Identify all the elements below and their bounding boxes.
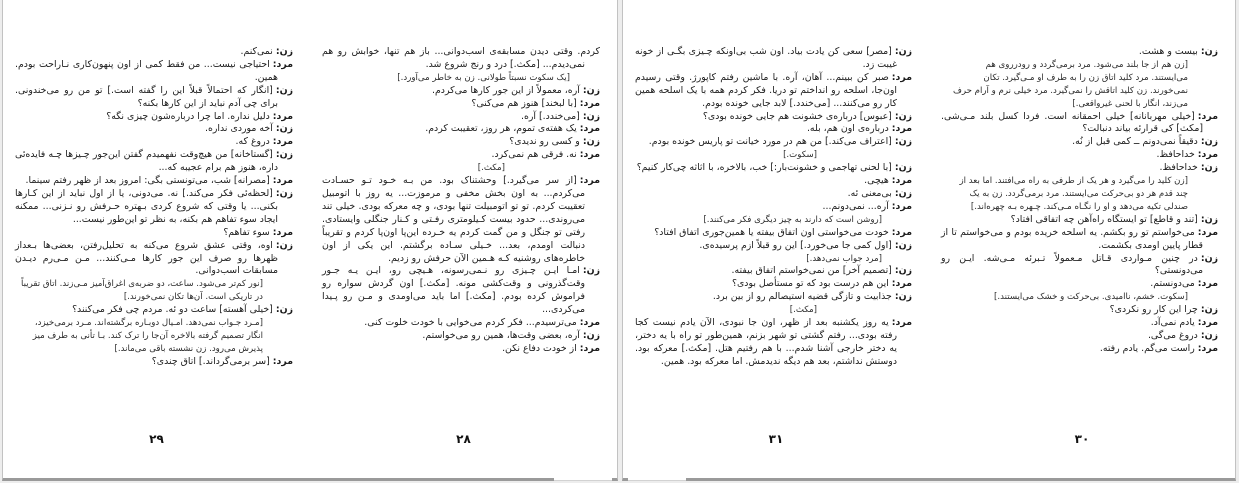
dialogue-line <box>941 214 1218 227</box>
speaker-label: مرد: <box>891 200 912 212</box>
speaker-label: زن: <box>582 84 600 96</box>
dialogue-line <box>15 111 293 124</box>
dialogue-line <box>15 240 293 279</box>
dialogue-line <box>635 291 912 304</box>
dialogue-line <box>635 265 912 278</box>
dialogue-text: [می‌خندد.] آره. <box>520 110 580 122</box>
dialogue-text: [تند و قاطع] تو ایستگاه راه‌آهن چه اتفاقی افتاد؟ <box>1010 213 1198 225</box>
dialogue-text: دروغ که. <box>235 136 270 148</box>
speaker-label: زن: <box>275 123 293 135</box>
dialogue-line <box>635 201 912 214</box>
dialogue-line <box>15 188 293 227</box>
speaker-label: زن: <box>894 162 912 174</box>
speaker-label: مرد: <box>272 226 293 238</box>
speaker-label: زن: <box>275 304 293 316</box>
speaker-label: زن: <box>582 329 600 341</box>
speaker-label: مرد: <box>1197 317 1218 329</box>
dialogue-line <box>635 317 912 369</box>
speaker-label: زن: <box>582 265 600 277</box>
dialogue-line <box>15 46 293 59</box>
page-number: ۲۸ <box>456 432 471 446</box>
speaker-label: زن: <box>275 84 293 96</box>
speaker-label: مرد: <box>1197 149 1218 161</box>
speaker-label: زن: <box>894 136 912 148</box>
dialogue-line <box>322 149 600 162</box>
stage-direction: [مکث.] <box>477 163 505 174</box>
dialogue-text: کردم. وقتی دیدن مسابقه‌ی اسب‌دوانی... باز هم تنها، خوابش رو هم نمی‌دیدم... [مکث.] درد و رنج شروع شد. <box>322 46 600 70</box>
speaker-label: مرد: <box>579 97 600 109</box>
dialogue-line <box>941 111 1218 137</box>
dialogue-line <box>941 46 1218 59</box>
dialogue-text: دقیقاً نمی‌دونم ــ کمی قبل از نُه. <box>1072 136 1198 148</box>
dialogue-line <box>15 227 293 240</box>
dialogue-text: [مصر] سعی کن یادت بیاد. اون شب بی‌اونکه چـیزی بگـی از خونه غیبت زد. <box>635 46 897 70</box>
dialogue-line <box>941 227 1218 253</box>
speaker-label: زن: <box>894 110 912 122</box>
dialogue-text: [لحظه‌ئی فکر می‌کند.] نه. می‌دونی، یا از اول نباید از این کـارها بکنی... یا وقتی که شروع کردی بـهتره حـرفش رو نـزنی... ممکنه ایجاد سوء تفاهم هم بکنه، به نظر تو این‌طور نیست... <box>15 187 278 225</box>
dialogue-line <box>322 330 600 343</box>
speaker-label: زن: <box>1200 252 1218 264</box>
dialogue-text: [اول کمی جا می‌خورد.] این رو قبلاً ازم پرسیده‌ی. <box>699 239 892 251</box>
book-page <box>929 0 1235 478</box>
continuation-text <box>322 46 600 72</box>
speaker-label: مرد: <box>579 149 600 161</box>
dialogue-line <box>15 136 293 149</box>
page-text <box>322 46 600 356</box>
dialogue-text: [با لحنی تهاجمی و خشونت‌بار:] خب، بالاخره، با اثاثه چی‌کار کنیم؟ <box>636 162 892 174</box>
dialogue-text: [با لبخند] هنوز هم می‌کنی؟ <box>471 97 577 109</box>
dialogue-text: خودت می‌خواستی اون اتفاق بیفته یا همین‌جوری اتفاق افتاد؟ <box>654 226 889 238</box>
dialogue-line <box>941 162 1218 175</box>
left-book-spread <box>2 0 618 481</box>
speaker-label: مرد: <box>579 317 600 329</box>
speaker-label: زن: <box>894 46 912 57</box>
dialogue-text: امـا ایـن چـیزی رو نـمی‌رسونه، هـیچی رو، ایـن یـه جـور وقت‌گذرونی و وقت‌کشی مونه. [مکث.] اون گردش سواره رو فراموش کرده بودم. [مکث.] اما باید می‌اومدی و مـن رو پـیدا می‌کردی... <box>322 265 585 316</box>
speaker-label: زن: <box>1200 329 1218 341</box>
stage-direction: [سکوت.] <box>783 150 817 161</box>
speaker-label: زن: <box>894 265 912 277</box>
speaker-label: مرد: <box>272 355 293 367</box>
dialogue-text: بیست و هشت. <box>1138 46 1198 57</box>
speaker-label: مرد: <box>891 278 912 290</box>
speaker-label: زن: <box>1200 304 1218 316</box>
dialogue-text: می‌ترسیدم... فکر کردم می‌خوایی با خودت خلوت کنی. <box>364 317 577 329</box>
book-page <box>3 0 310 478</box>
dialogue-text: این هم درست بود که تو مستأصل بودی؟ <box>731 278 889 290</box>
dialogue-text: از خودت دفاع نکن. <box>502 342 577 354</box>
dialogue-line <box>941 317 1218 330</box>
dialogue-text: [گستاخانه] من هیچ‌وقت نفهمیدم گفتن این‌جور چـیزها چـه فایده‌ئی داره، هنوز هم برام عجیبه که... <box>15 149 278 174</box>
dialogue-text: خداحافظ. <box>1159 162 1198 174</box>
dialogue-text: و کسی رو ندیدی؟ <box>509 136 580 148</box>
dialogue-line <box>322 85 600 98</box>
stage-direction: [مـرد جـواب نمی‌دهد. امـیال دوبـاره برگشته‌اند. مـرد برمی‌خیزد، انگار تصمیم گرفته بالاخره آن‌جا را ترک کند. بـا تأنی به طرف میز پذیرش می‌رود. زن نشسته باقی می‌ماند.] <box>32 318 263 354</box>
dialogue-line <box>635 240 912 253</box>
dialogue-line <box>635 72 912 111</box>
dialogue-line <box>941 330 1218 343</box>
speaker-label: زن: <box>1200 136 1218 148</box>
dialogue-text: دلیل نداره. اما چرا درباره‌شون چیزی نگه؟ <box>106 110 270 122</box>
dialogue-line <box>635 111 912 124</box>
speaker-label: زن: <box>894 291 912 303</box>
stage-direction: [زن کلید را می‌گیرد و هر یک از طرفی به راه می‌افتند. اما بعد از چند قدم هر دو بی‌حرکت می‌ایستند. مرد برمی‌گردد. زن به یک صندلی تکیه می‌دهد و او را نگـاه مـی‌کند. چـهره بـه چهره‌اند.] <box>959 176 1188 212</box>
dialogue-line <box>15 85 293 111</box>
dialogue-line <box>635 175 912 188</box>
page-number: ۳۰ <box>1074 432 1090 446</box>
dialogue-text: [عبوس] درباره‌ی خشونت هم جایی خونده بودی؟ <box>702 110 892 122</box>
speaker-label: زن: <box>1200 162 1218 174</box>
dialogue-text: یه روز یکشنبه بعد از ظهر، اون جا نبودی، الآن یادم نیست کجا رفته بودی... رفتم گشتی تو شهر بزنم، همین‌طور تو راه با یه دختر، یه دختر خارجی آشنا شدم... با هم رفتیم هتل. [مکث.] معرکه بود. دوستش نداشتم، بعد هم دیگه ندیدمش. اما معرکه بود. همین. <box>635 317 897 367</box>
dialogue-line <box>15 356 293 369</box>
book-page <box>310 0 617 478</box>
speaker-label: مرد: <box>579 175 600 187</box>
dialogue-text: نه. فرقی هم نمی‌کرد. <box>491 149 577 161</box>
dialogue-text: اوه، وقتی عشق شروع می‌کنه به تحلیل‌رفتن، بعضی‌ها بـعداز ظهرها رو صرف این جور کارها مـی‌کنند... مـن مـی‌رم دیـدن مسابقات اسب‌دوانی. <box>15 239 278 277</box>
dialogue-line <box>322 111 600 124</box>
dialogue-text: در چنین مـواردی قـاتل مـعمولاً تـبرئه مـی‌شه. ایـن رو می‌دونستی؟ <box>941 252 1203 277</box>
speaker-label: مرد: <box>272 175 293 187</box>
dialogue-line <box>322 136 600 149</box>
speaker-label: مرد: <box>272 136 293 148</box>
speaker-label: مرد: <box>1197 226 1218 238</box>
speaker-label: زن: <box>582 136 600 148</box>
stage-direction: [مرد جواب نمی‌دهد.] <box>806 253 882 264</box>
speaker-label: مرد: <box>891 175 912 187</box>
dialogue-text: نمی‌کنم. <box>240 46 273 57</box>
speaker-label: زن: <box>1200 213 1218 225</box>
speaker-label: زن: <box>582 110 600 122</box>
dialogue-text: [تصمیم آخر] من نمی‌خواستم اتفاق بیفته. <box>731 265 892 277</box>
page-text <box>635 46 912 369</box>
dialogue-line <box>635 162 912 175</box>
dialogue-text: [مصرانه] شب، می‌تونستی بگی: امروز بعد از ظهر رفتم سینما. <box>25 175 270 187</box>
stage-direction: [زن هم از جا بلند می‌شود. مرد برمی‌گردد و رودرروی هم می‌ایستند. مرد کلید اتاق زن را به طرف او مـی‌گیرد. تکان نمی‌خورند. زن کلید اتاقش را نمی‌گیرد. مرد خیلی نرم و آرام حرف می‌زند، انگار با لحنی غیرواقعی.] <box>952 59 1188 109</box>
speaker-label: زن: <box>1200 46 1218 57</box>
dialogue-text: [خیلی آهسته] ساعت دو ئه. مردم چی فکر می‌کنند؟ <box>72 304 273 316</box>
dialogue-text: هیچی. <box>864 175 889 187</box>
speaker-label: زن: <box>275 187 293 199</box>
page-text <box>15 46 293 369</box>
dialogue-line <box>941 343 1218 356</box>
dialogue-text: می‌خواستم تو رو بکشم. یه اسلحه خریده بودم و می‌خواستم تا از قطار پایین اومدی بکشمت. <box>941 226 1203 251</box>
dialogue-text: احتیاجی نیست... من فقط کمی از اون پنهون‌کاری نـاراحت بودم. همین. <box>15 58 278 83</box>
speaker-label: زن: <box>275 46 293 57</box>
page-number: ۲۹ <box>149 432 164 446</box>
dialogue-line <box>322 98 600 111</box>
dialogue-line <box>322 123 600 136</box>
dialogue-text: سوء تفاهم؟ <box>223 226 270 238</box>
dialogue-text: یک هفته‌ی تموم، هر روز، تعقیبت کردم. <box>425 123 577 135</box>
book-page <box>623 0 929 478</box>
speaker-label: مرد: <box>1197 278 1218 290</box>
dialogue-line <box>15 175 293 188</box>
dialogue-text: [اعتراف می‌کند.] من هم در مورد خیانت تو پاریس خونده بودم. <box>648 136 892 148</box>
speaker-label: مرد: <box>579 342 600 354</box>
page-text <box>941 46 1218 356</box>
dialogue-line <box>635 227 912 240</box>
speaker-label: مرد: <box>1197 110 1218 122</box>
dialogue-text: می‌دونستم. <box>1150 278 1195 290</box>
speaker-label: زن: <box>275 149 293 161</box>
dialogue-line <box>941 304 1218 317</box>
speaker-label: مرد: <box>272 58 293 70</box>
dialogue-line <box>635 46 912 72</box>
stage-direction: [سکوت. خشم، ناامیدی. بی‌حرکت و خشک می‌ایستند.] <box>994 292 1188 303</box>
dialogue-text: صبر کن ببینم... آهان، آره. با ماشین رفتم کاپورژ. وقتی رسیدم اون‌جا، اسلحه رو انداختم تو دریا. فکر کردم همه با یک اسلحه همین کار رو می‌کنند... [می‌خندد.] لابد جایی خونده بودم. <box>635 71 897 109</box>
stage-direction: [روشن است که دارند به چیز دیگری فکر می‌کنند.] <box>703 214 882 225</box>
dialogue-line <box>635 123 912 136</box>
dialogue-text: آره... نمی‌دونم... <box>822 200 889 212</box>
dialogue-line <box>941 253 1218 279</box>
page-number: ۳۱ <box>768 432 784 446</box>
dialogue-text: آره، بعضی وقت‌ها، همین رو می‌خواستم. <box>422 329 580 341</box>
dialogue-line <box>15 59 293 85</box>
dialogue-text: درباره‌ی اون هم، بله. <box>806 123 889 135</box>
speaker-label: زن: <box>894 187 912 199</box>
dialogue-line <box>635 136 912 149</box>
stage-direction: [نور کم‌تر می‌شود. ساعت، دو ضربه‌ی اغراق‌آمیز مـی‌زند. اتاق تقریباً در تاریکی است. آن‌ها تکان نمی‌خورند.] <box>21 279 263 303</box>
stage-direction: [مکث.] <box>789 305 817 316</box>
dialogue-line <box>15 149 293 175</box>
right-book-spread <box>622 0 1236 481</box>
dialogue-line <box>322 317 600 330</box>
dialogue-line <box>322 343 600 356</box>
dialogue-line <box>15 304 293 317</box>
dialogue-text: [خیلی مهربانانه] خیلی احمقانه است. فردا کسل بلند مـی‌شی. [مکث] کی قرارئه بیاند دنبالت؟ <box>941 110 1203 135</box>
speaker-label: مرد: <box>891 317 912 329</box>
speaker-label: مرد: <box>891 71 912 83</box>
speaker-label: زن: <box>275 239 293 251</box>
dialogue-text: راست می‌گم. یادم رفته. <box>1099 342 1195 354</box>
dialogue-text: جذابیت و تازگی قضیه استیصالم رو از بین برد. <box>712 291 892 303</box>
dialogue-line <box>941 136 1218 149</box>
dialogue-text: [سر برمی‌گرداند.] اتاق چندی؟ <box>151 355 270 367</box>
dialogue-text: خداحافظ. <box>1156 149 1195 161</box>
dialogue-text: [انگار که احتمالاً قبلاً این را گفته است.] تو من رو می‌خندونی. برای چی آدم نباید از این کارها بکنه؟ <box>15 84 278 109</box>
dialogue-text: [از سر می‌گیرد.] وحشتناک بود. من بـه خـود تـو حسـادت می‌کردم... به اون بخش مخفی و مرموزت... یه روز با اتومبیل تعقیبت کردم. تو تو اتومبیلت تنها بودی، و چه معرکه بودی. خیلی تند می‌روندی... حدود بیست کـیلومتری رفـتی و کـنار جنگلی وایستادی. رفتی تو جنگل و من گمت کردم یه خـرده این‌پا اون‌پا کردم و تقریباً دنبالت اومدم، بعد... خـیلی سـاده برگشتم. این یکی از اون خاطره‌های روشنیه کـه هـمین الآن حرفش رو زدیم. <box>322 175 585 264</box>
dialogue-line <box>941 149 1218 162</box>
dialogue-text: چرا این کار رو نکردی؟ <box>1109 304 1198 316</box>
speaker-label: مرد: <box>891 226 912 238</box>
dialogue-text: بی‌معنی ئه. <box>847 187 892 199</box>
stage-direction: [یک سکوت نسبتاً طولانی. زن به خاطر می‌آورد.] <box>397 72 570 83</box>
dialogue-text: آخه موردی نداره. <box>204 123 273 135</box>
speaker-label: مرد: <box>1197 342 1218 354</box>
dialogue-text: دروغ می‌گی. <box>1147 329 1198 341</box>
dialogue-text: یادم نمی‌آد. <box>1150 317 1195 329</box>
speaker-label: زن: <box>894 239 912 251</box>
dialogue-text: آره، معمولاً از این جور کارها می‌کردم. <box>432 84 580 96</box>
dialogue-line <box>322 175 600 265</box>
dialogue-line <box>635 188 912 201</box>
dialogue-line <box>15 123 293 136</box>
speaker-label: مرد: <box>891 123 912 135</box>
dialogue-line <box>322 265 600 317</box>
dialogue-line <box>941 278 1218 291</box>
speaker-label: مرد: <box>579 123 600 135</box>
dialogue-line <box>635 278 912 291</box>
speaker-label: مرد: <box>272 110 293 122</box>
